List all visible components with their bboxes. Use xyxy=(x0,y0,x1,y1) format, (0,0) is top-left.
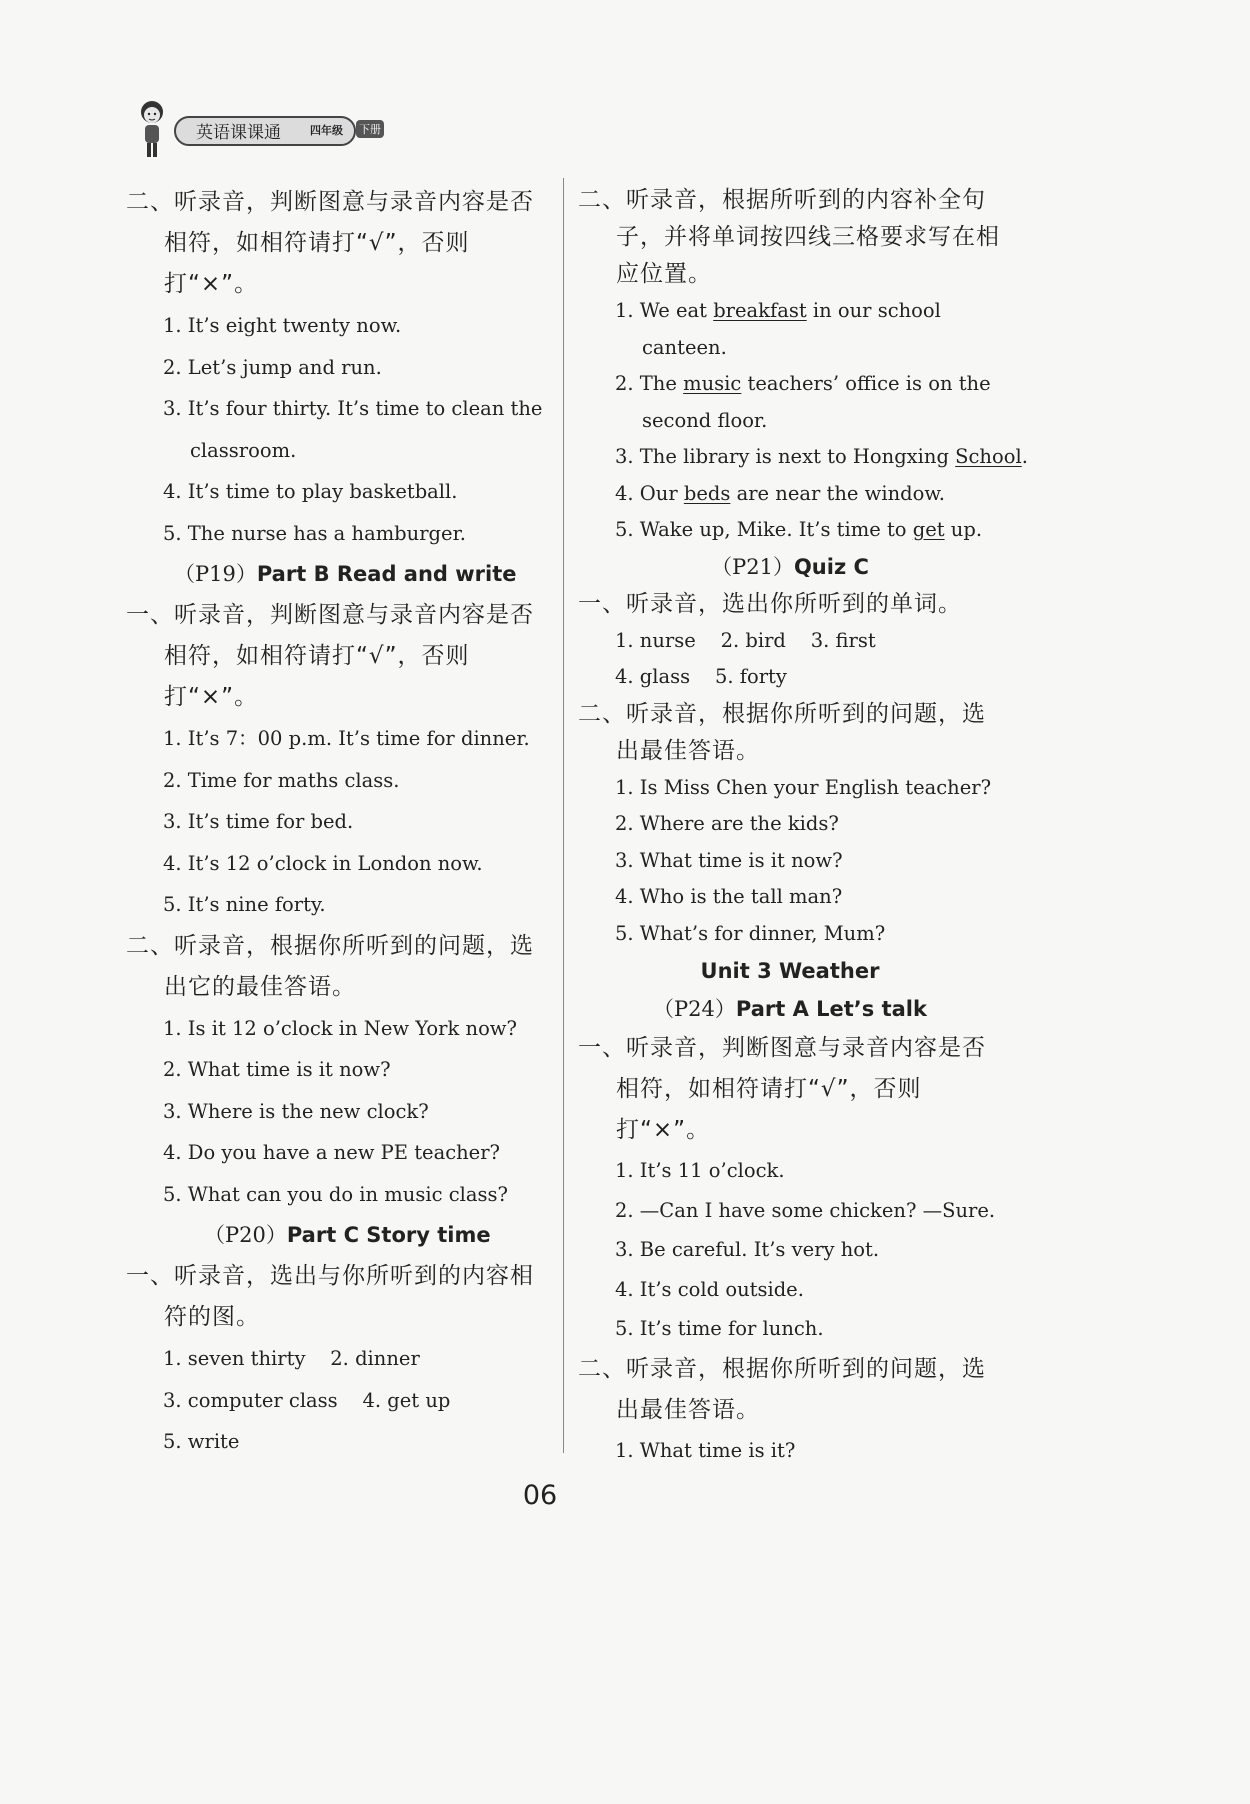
list-item: 5. The nurse has a hamburger. xyxy=(163,521,466,545)
list-item: 2. Where are the kids? xyxy=(615,812,839,835)
section-heading: 二、听录音，根据你所听到的问题，选出最佳答语。 xyxy=(578,700,986,764)
section-heading: 一、听录音，判断图意与录音内容是否相符，如相符请打“√”，否则打“×”。 xyxy=(126,602,534,710)
list-item: 4. It’s time to play basketball. xyxy=(163,480,458,503)
list-item: 3. It’s time for bed. xyxy=(163,810,354,833)
mascot-boy-icon xyxy=(132,96,172,162)
grade-label: 四年级 xyxy=(310,124,343,137)
item-text: teachers’ office is on the second floor. xyxy=(642,372,991,432)
section-heading: 二、听录音，判断图意与录音内容是否相符，如相符请打“√”，否则打“×”。 xyxy=(126,189,534,297)
list-item xyxy=(578,512,1002,549)
part-heading xyxy=(126,1215,550,1256)
section-heading: 二、听录音，根据你所听到的问题，选出它的最佳答语。 xyxy=(126,932,534,1000)
list-item: 4. It’s cold outside. xyxy=(615,1277,804,1301)
list-item: 5. What’s for dinner, Mum? xyxy=(615,921,886,945)
answer-word: School xyxy=(955,445,1022,468)
list-item: 4. glass 5. forty xyxy=(615,665,787,688)
part-heading xyxy=(126,554,550,595)
page-number: 06 xyxy=(522,1480,558,1511)
list-item: 1. Is Miss Chen your English teacher? xyxy=(615,775,992,799)
item-text: 2. The xyxy=(615,372,684,395)
item-text: 3. The library is next to Hongxing xyxy=(615,445,956,468)
item-text: up. xyxy=(944,518,983,541)
right-column xyxy=(578,182,1028,1470)
list-item: 5. What can you do in music class? xyxy=(163,1182,508,1206)
left-column xyxy=(126,182,550,1463)
answer-word: get xyxy=(912,518,945,541)
list-item: 2. What time is it now? xyxy=(163,1058,391,1081)
part-heading xyxy=(578,991,1002,1028)
list-item: 3. Be careful. It’s very hot. xyxy=(615,1238,880,1261)
part-heading xyxy=(578,549,1002,586)
answer-word: breakfast xyxy=(713,299,807,322)
page-ref: （P20） xyxy=(204,1223,287,1247)
list-item xyxy=(578,293,1002,366)
list-item: 4. Do you have a new PE teacher? xyxy=(163,1141,500,1164)
list-item: 1. Is it 12 o’clock in New York now? xyxy=(163,1016,517,1040)
section-heading: 二、听录音，根据所听到的内容补全句子，并将单词按四线三格要求写在相应位置。 xyxy=(578,187,1000,287)
page-header xyxy=(132,96,402,162)
list-item: 4. Who is the tall man? xyxy=(615,885,843,908)
list-item: 3. Where is the new clock? xyxy=(163,1099,429,1123)
list-item: 4. It’s 12 o’clock in London now. xyxy=(163,851,483,875)
page-ref: （P21） xyxy=(711,554,794,579)
part-title: Part A Let’s talk xyxy=(735,997,927,1021)
list-item xyxy=(578,476,1002,513)
list-item: 2. Time for maths class. xyxy=(163,768,400,792)
list-item xyxy=(578,439,1028,476)
list-item: 3. It’s four thirty. It’s time to clean the classroom. xyxy=(163,397,543,462)
part-title: Quiz C xyxy=(793,554,869,579)
list-item: 3. computer class 4. get up xyxy=(163,1388,451,1412)
page-ref: （P19） xyxy=(174,562,257,586)
section-heading: 一、听录音，选出与你所听到的内容相符的图。 xyxy=(126,1263,534,1330)
section-heading: 一、听录音，选出你所听到的单词。 xyxy=(578,590,962,617)
list-item: 1. It’s eight twenty now. xyxy=(163,314,402,337)
answer-word: music xyxy=(683,372,742,395)
item-text: . xyxy=(1021,445,1028,468)
page-ref: （P24） xyxy=(653,997,736,1021)
part-title: Part B Read and write xyxy=(256,562,517,586)
book-title-banner: 英语课课通 xyxy=(174,116,356,146)
list-item: 5. write xyxy=(163,1430,240,1453)
part-title: Part C Story time xyxy=(286,1223,491,1247)
item-text: are near the window. xyxy=(730,481,945,505)
list-item: 1. It’s 11 o’clock. xyxy=(615,1159,785,1182)
unit-title: Unit 3 Weather xyxy=(700,959,880,983)
volume-badge: 下册 xyxy=(356,120,384,138)
list-item: 1. nurse 2. bird 3. first xyxy=(615,628,876,652)
list-item: 2. Let’s jump and run. xyxy=(163,355,382,379)
item-text: 1. We eat xyxy=(615,299,714,322)
column-divider xyxy=(563,178,564,1453)
item-text: 5. Wake up, Mike. It’s time to xyxy=(615,518,913,541)
list-item: 5. It’s time for lunch. xyxy=(615,1317,824,1340)
list-item: 3. What time is it now? xyxy=(615,848,843,872)
section-heading: 二、听录音，根据你所听到的问题，选出最佳答语。 xyxy=(578,1355,986,1423)
list-item: 1. seven thirty 2. dinner xyxy=(163,1347,420,1370)
list-item xyxy=(578,366,1002,439)
item-text: 4. Our xyxy=(615,481,684,505)
list-item: 5. It’s nine forty. xyxy=(163,893,326,916)
list-item: 1. It’s 7：00 p.m. It’s time for dinner. xyxy=(163,727,530,750)
list-item: 2. —Can I have some chicken? —Sure. xyxy=(615,1198,996,1222)
answer-word: beds xyxy=(683,481,731,505)
section-heading: 一、听录音，判断图意与录音内容是否相符，如相符请打“√”，否则打“×”。 xyxy=(578,1035,986,1143)
list-item: 1. What time is it? xyxy=(615,1438,796,1462)
item-text: in our school canteen. xyxy=(642,299,941,359)
